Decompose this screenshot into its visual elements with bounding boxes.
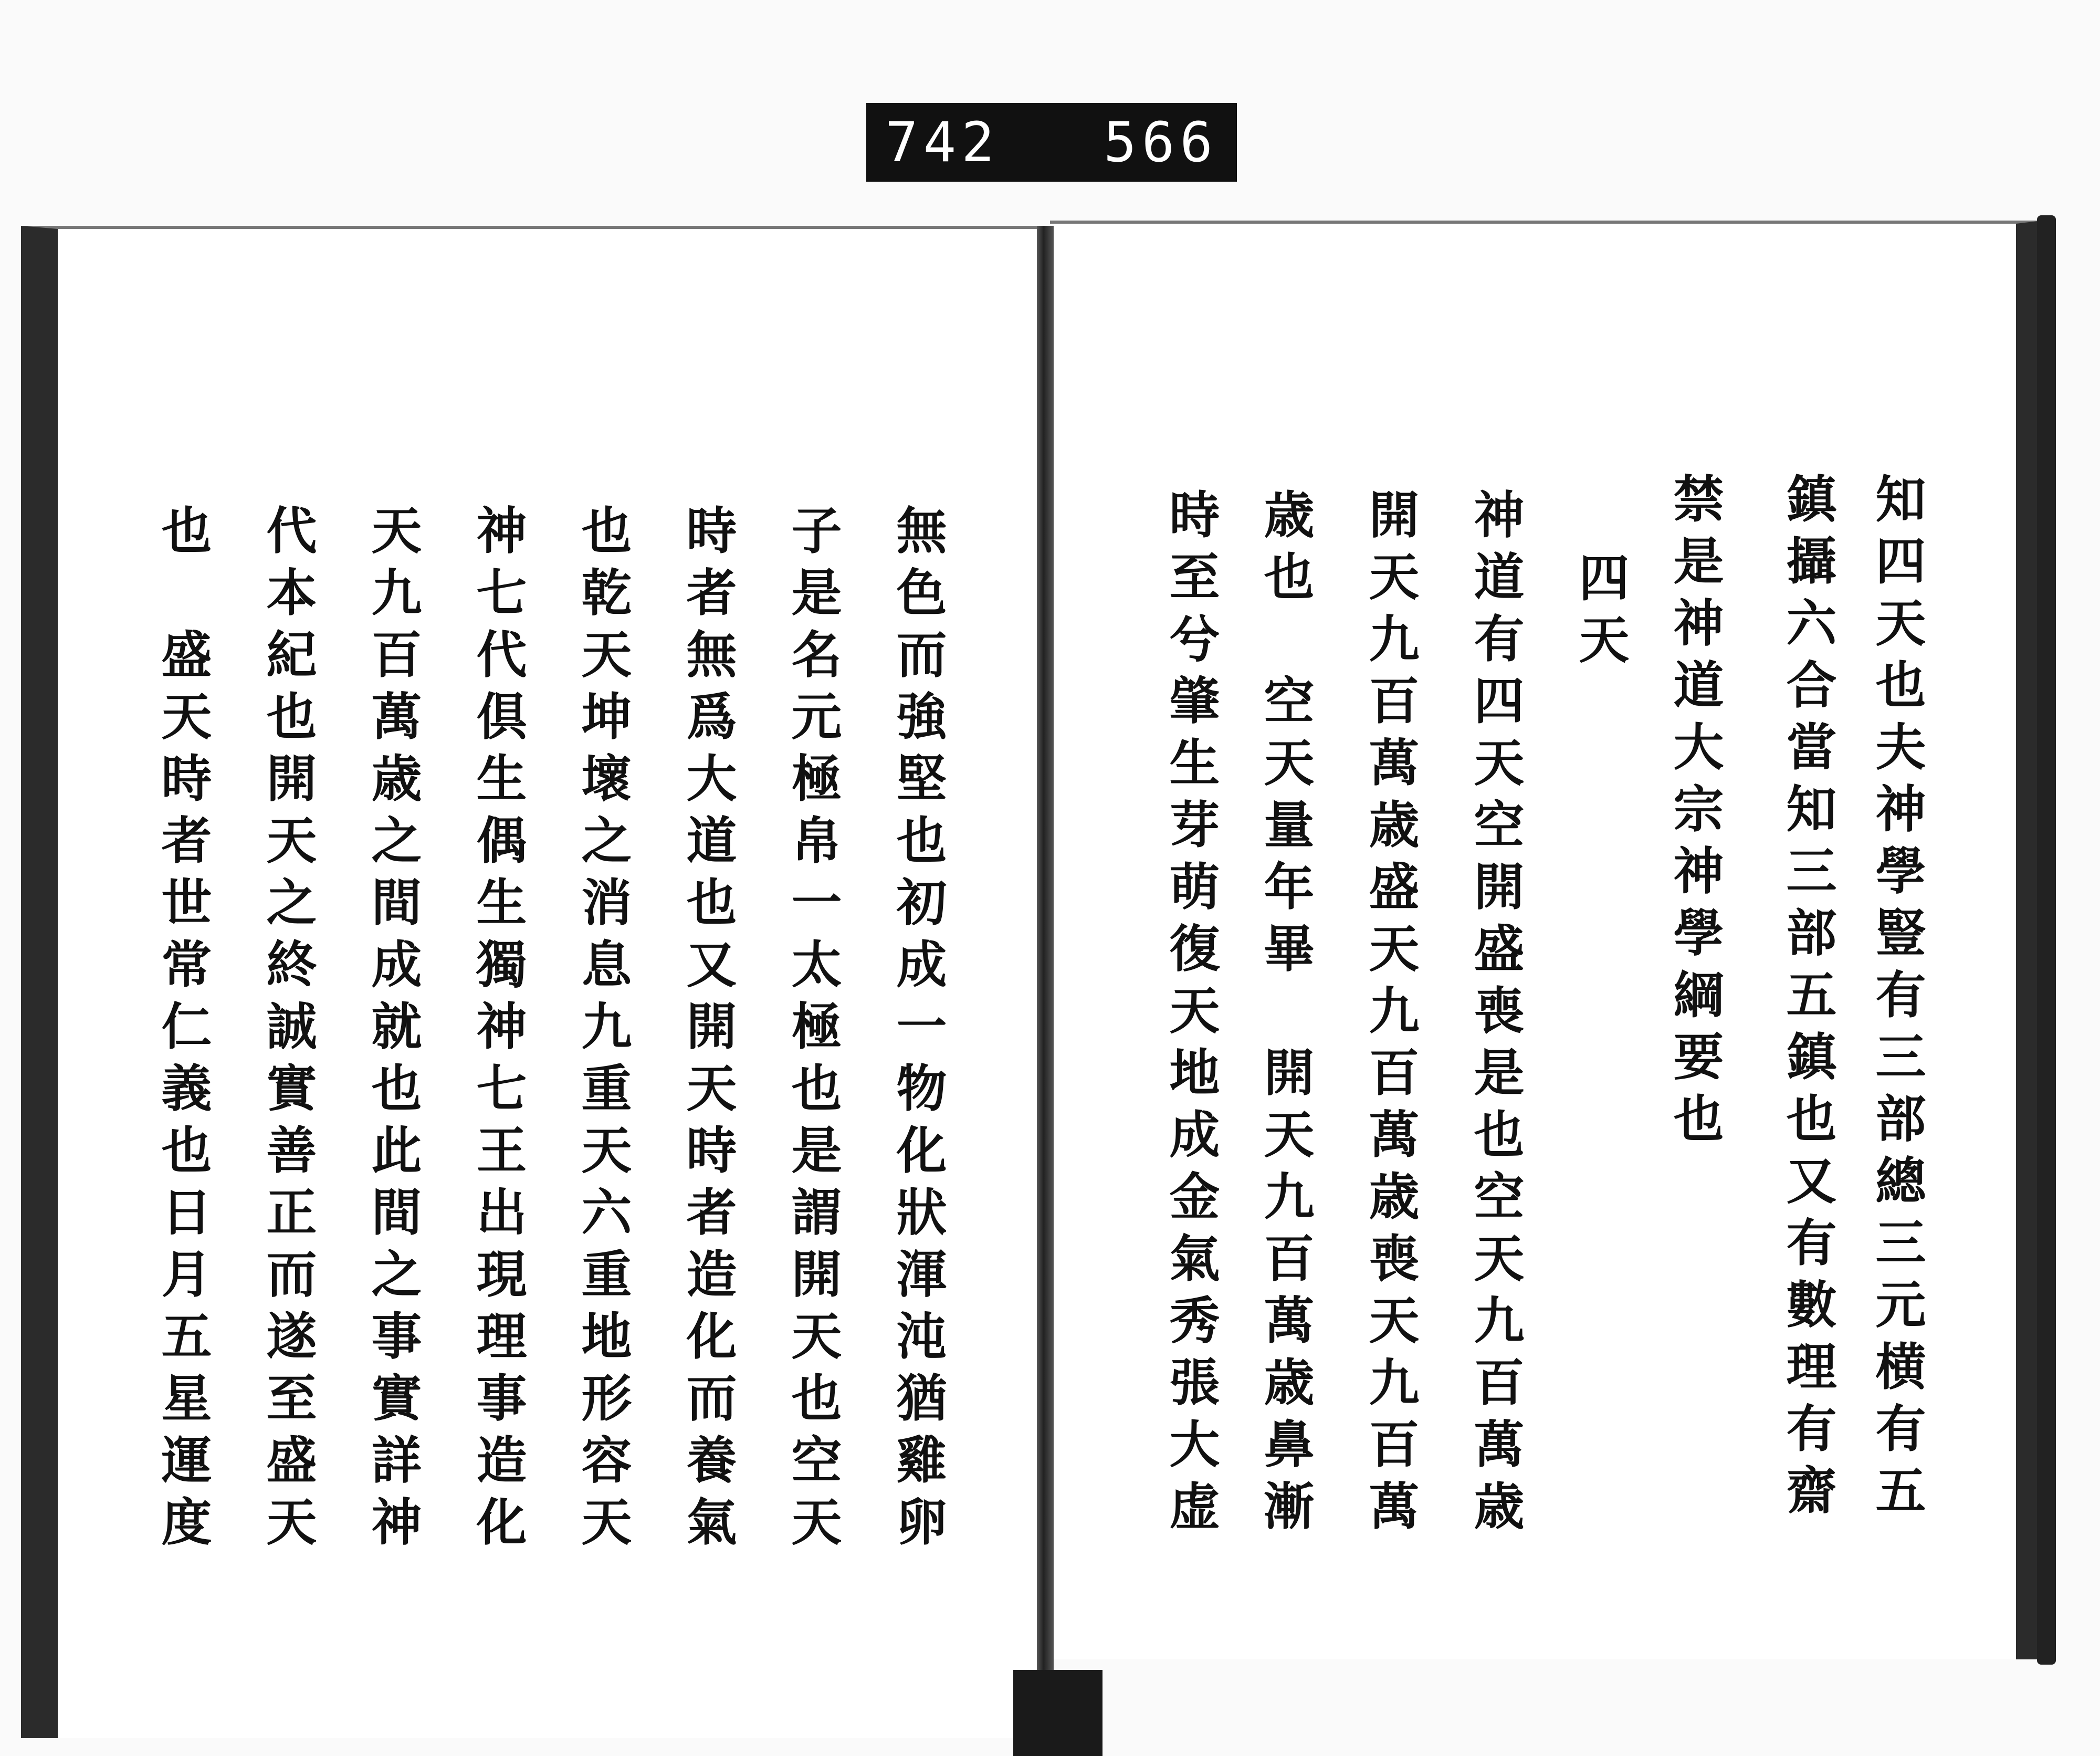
left-page-column-5: 神七代倶生偶生獨神七王出現理事造化 — [468, 504, 528, 1558]
right-page-column-2: 鎮攝六合當知三部五鎮也又有數理有齋 — [1778, 473, 1838, 1526]
page-edge — [2037, 215, 2056, 1665]
right-page-column-3: 禁是神道大宗神學綱要也 — [1665, 473, 1725, 1154]
catalog-label — [866, 103, 1237, 182]
right-page-column-6: 開天九百萬歳盛天九百萬歳喪天九百萬 — [1361, 488, 1420, 1542]
right-page-column-1: 知四天也夫神學豎有三部總三元横有五 — [1867, 473, 1927, 1526]
right-page-column-7: 歳也 空天量年畢 開天九百萬歳鼻漸 — [1256, 488, 1315, 1542]
left-page-column-3: 時者無爲大道也又開天時者造化而養氣 — [678, 504, 738, 1558]
left-page-column-2: 子是名元極帛一太極也是謂開天也空天 — [783, 504, 843, 1558]
book-gutter — [1037, 226, 1054, 1738]
gutter-shadow — [1013, 1670, 1102, 1756]
right-page-heading: 四天 — [1571, 551, 1630, 675]
left-page-column-6: 天九百萬歳之間成就也此間之事實詳神 — [363, 504, 423, 1558]
catalog-number-right: 566 — [1104, 110, 1218, 174]
right-page-column-5: 神道有四天空開盛喪是也空天九百萬歳 — [1466, 488, 1525, 1542]
left-page-column-1: 無色而強堅也初成一物化狀渾沌猶雞卵 — [888, 504, 948, 1558]
left-page-column-7: 代本紀也開天之終誠實善正而遂至盛天 — [258, 504, 318, 1558]
catalog-number-left: 742 — [885, 110, 1000, 174]
left-page-column-4: 也乾天坤壞之消息九重天六重地形容天 — [573, 504, 633, 1558]
left-page-column-8: 也 盛天時者世常仁義也日月五星運度 — [153, 504, 213, 1558]
right-page-column-8: 時至兮肇生芽萌復天地成金氣秀張大虚 — [1161, 488, 1221, 1542]
